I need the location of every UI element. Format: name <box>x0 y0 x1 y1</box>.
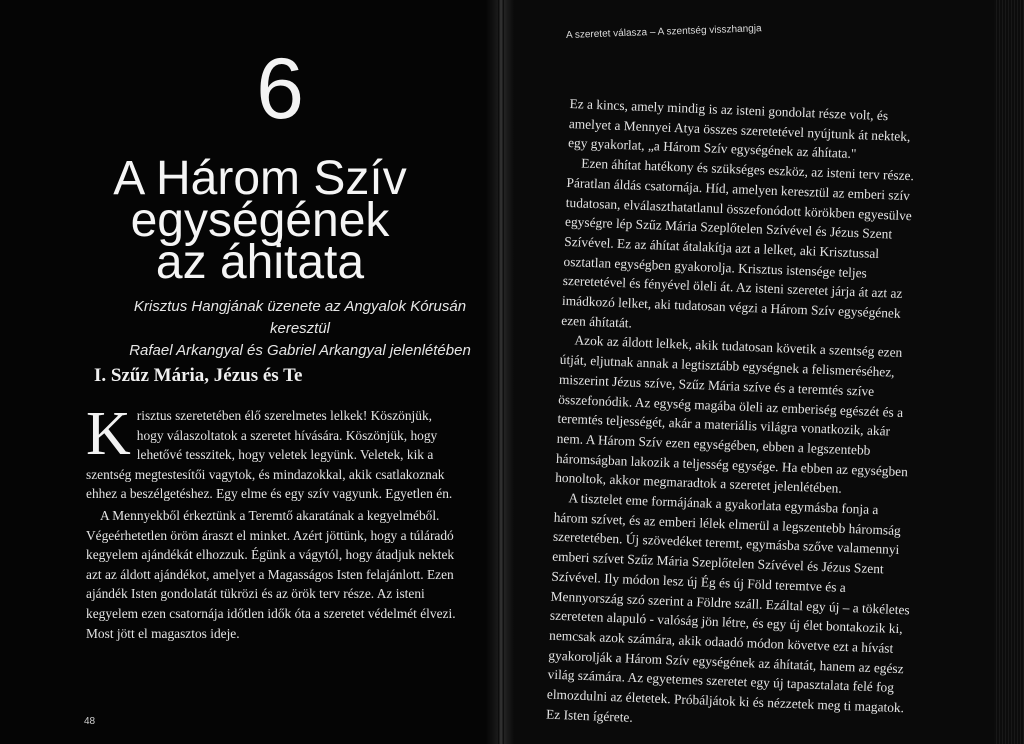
page-edge-stack <box>994 0 1024 744</box>
right-page <box>500 0 1024 744</box>
right-body-text <box>546 94 930 738</box>
chapter-title-line: A Három Szív <box>113 152 407 205</box>
paragraph: Ezen áhítat hatékony és szükséges eszköz, az isteni terv része. Páratlan áldás csatornája. Híd, amelyen keresztül az emberi szív tudatosan, elválaszthatatlanul összefonódott körökben egyesülve egységre lép Szűz Mária Szeplőtelen Szívével és Jézus Szent Szívével. Ez az áhítat átalakítja azt a lelket, aki Krisztussal osztatlan egységben gyakorolja. Krisztus istensége teljes szeretetével és fényével öleli át. Az isteni szeretet járja át azt az imádkozó lelket, aki tudatosan végzi a Három Szív egységének ezen áhítatát. <box>561 155 915 331</box>
paragraph-text: risztus szeretetében élő szerelmetes lelkek! Köszönjük, hogy válaszoltatok a szeretet hívására. Köszönjük, hogy lehetővé tesszitek, hogy veletek legyünk. Veletek, kik a szentség megtestesítői vagytok, és mindazokkal, akik csatlakoznak ehhez a beszélgetéshez. Egy elme és egy szív vagyunk. Egyetlen én. <box>86 408 453 502</box>
chapter-title <box>0 152 500 289</box>
section-heading: I. Szűz Mária, Jézus és Te <box>94 365 303 386</box>
paragraph: A tisztelet eme formájának a gyakorlata egymásba fonja a három szívet, és az emberi lélek elmerül a legszentebb háromság szeretetében. Új szövedéket teremt, egymásba szőve valamennyi emberi szívet Szűz Mária Szeplőtelen Szívével és Jézus Szent Szívével. Ily módon lesz új Ég és új Föld teremtve és a Mennyország szó szerint a Földre száll. Ezáltal egy új – a tökéletes szereteten alapuló - valóság jön létre, és egy új élet bontakozik ki, nemcsak azok számára, akik odaadó módon követve ezt a hívást gyakorolják a Három Szív egységének az áhítatát, hanem az egész világ számára. Az egyetemes szeretet egy új tapasztalata felé fog elmozdulni az életetek. Próbáljátok ki és nézzetek meg ti magatok. Ez Isten ígérete. <box>545 490 910 725</box>
chapter-subtitle <box>120 296 480 362</box>
paragraph: Ez a kincs, amely mindig is az isteni gondolat része volt, és amelyet a Mennyei Atya összes szeretetével nyújtunk át nektek, egy gyakorlat, „a Három Szív egységének az áhítata." <box>567 95 911 162</box>
drop-cap: K <box>86 400 131 468</box>
left-page <box>0 0 500 744</box>
subtitle-line: Krisztus Hangjának üzenete az Angyalok Kórusán keresztül <box>133 298 467 337</box>
paragraph <box>86 400 458 504</box>
chapter-number: 6 <box>256 41 304 137</box>
running-head: A szeretet válasza – A szentség visszhangja <box>565 23 762 41</box>
paragraph: A Mennyekből érkeztünk a Teremtő akaratának a kegyelméből. Végeérhetetlen öröm áraszt el minket. Azért jöttünk, hogy a túláradó kegyelem ajándékát elhozzuk. Égünk a vágytól, hogy átadjuk nektek azt az áldott ajándékot, amelyet a Magasságos Isten felajánlott. Ezen ajándék Isten gondolatát tükrözi és az örök terv része. Az isteni kegyelem ezen csatornája időtlen idők óta a szeretet védelmét élvezi. Most jött el magasztos ideje. <box>86 507 456 641</box>
gutter-highlight <box>498 0 504 744</box>
left-body-text <box>86 400 458 643</box>
chapter-title-line: egységének <box>130 194 390 247</box>
page-number: 48 <box>84 716 96 727</box>
subtitle-line: Rafael Arkangyal és Gabriel Arkangyal jelenlétében <box>129 342 471 359</box>
chapter-title-line: az áhitata <box>155 236 365 289</box>
paragraph: Azok az áldott lelkek, akik tudatosan követik a szentség ezen útját, eljutnak annak a legtisztább egységnek a felismeréséhez, miszerint Jézus szíve, Szűz Mária szíve és a teremtés szíve összefonódik. Az egység magába öleli az emberiség egészét és a teremtés teljességét, akár a materiális világra vonatkozik, akár nem. A Három Szív ezen egységében, ebben a legszentebb háromságban lakozik a teljesség egysége. Ha ebben az egységben honoltok, akkor megmaradtok a szeretet jelenlétében. <box>554 332 909 497</box>
